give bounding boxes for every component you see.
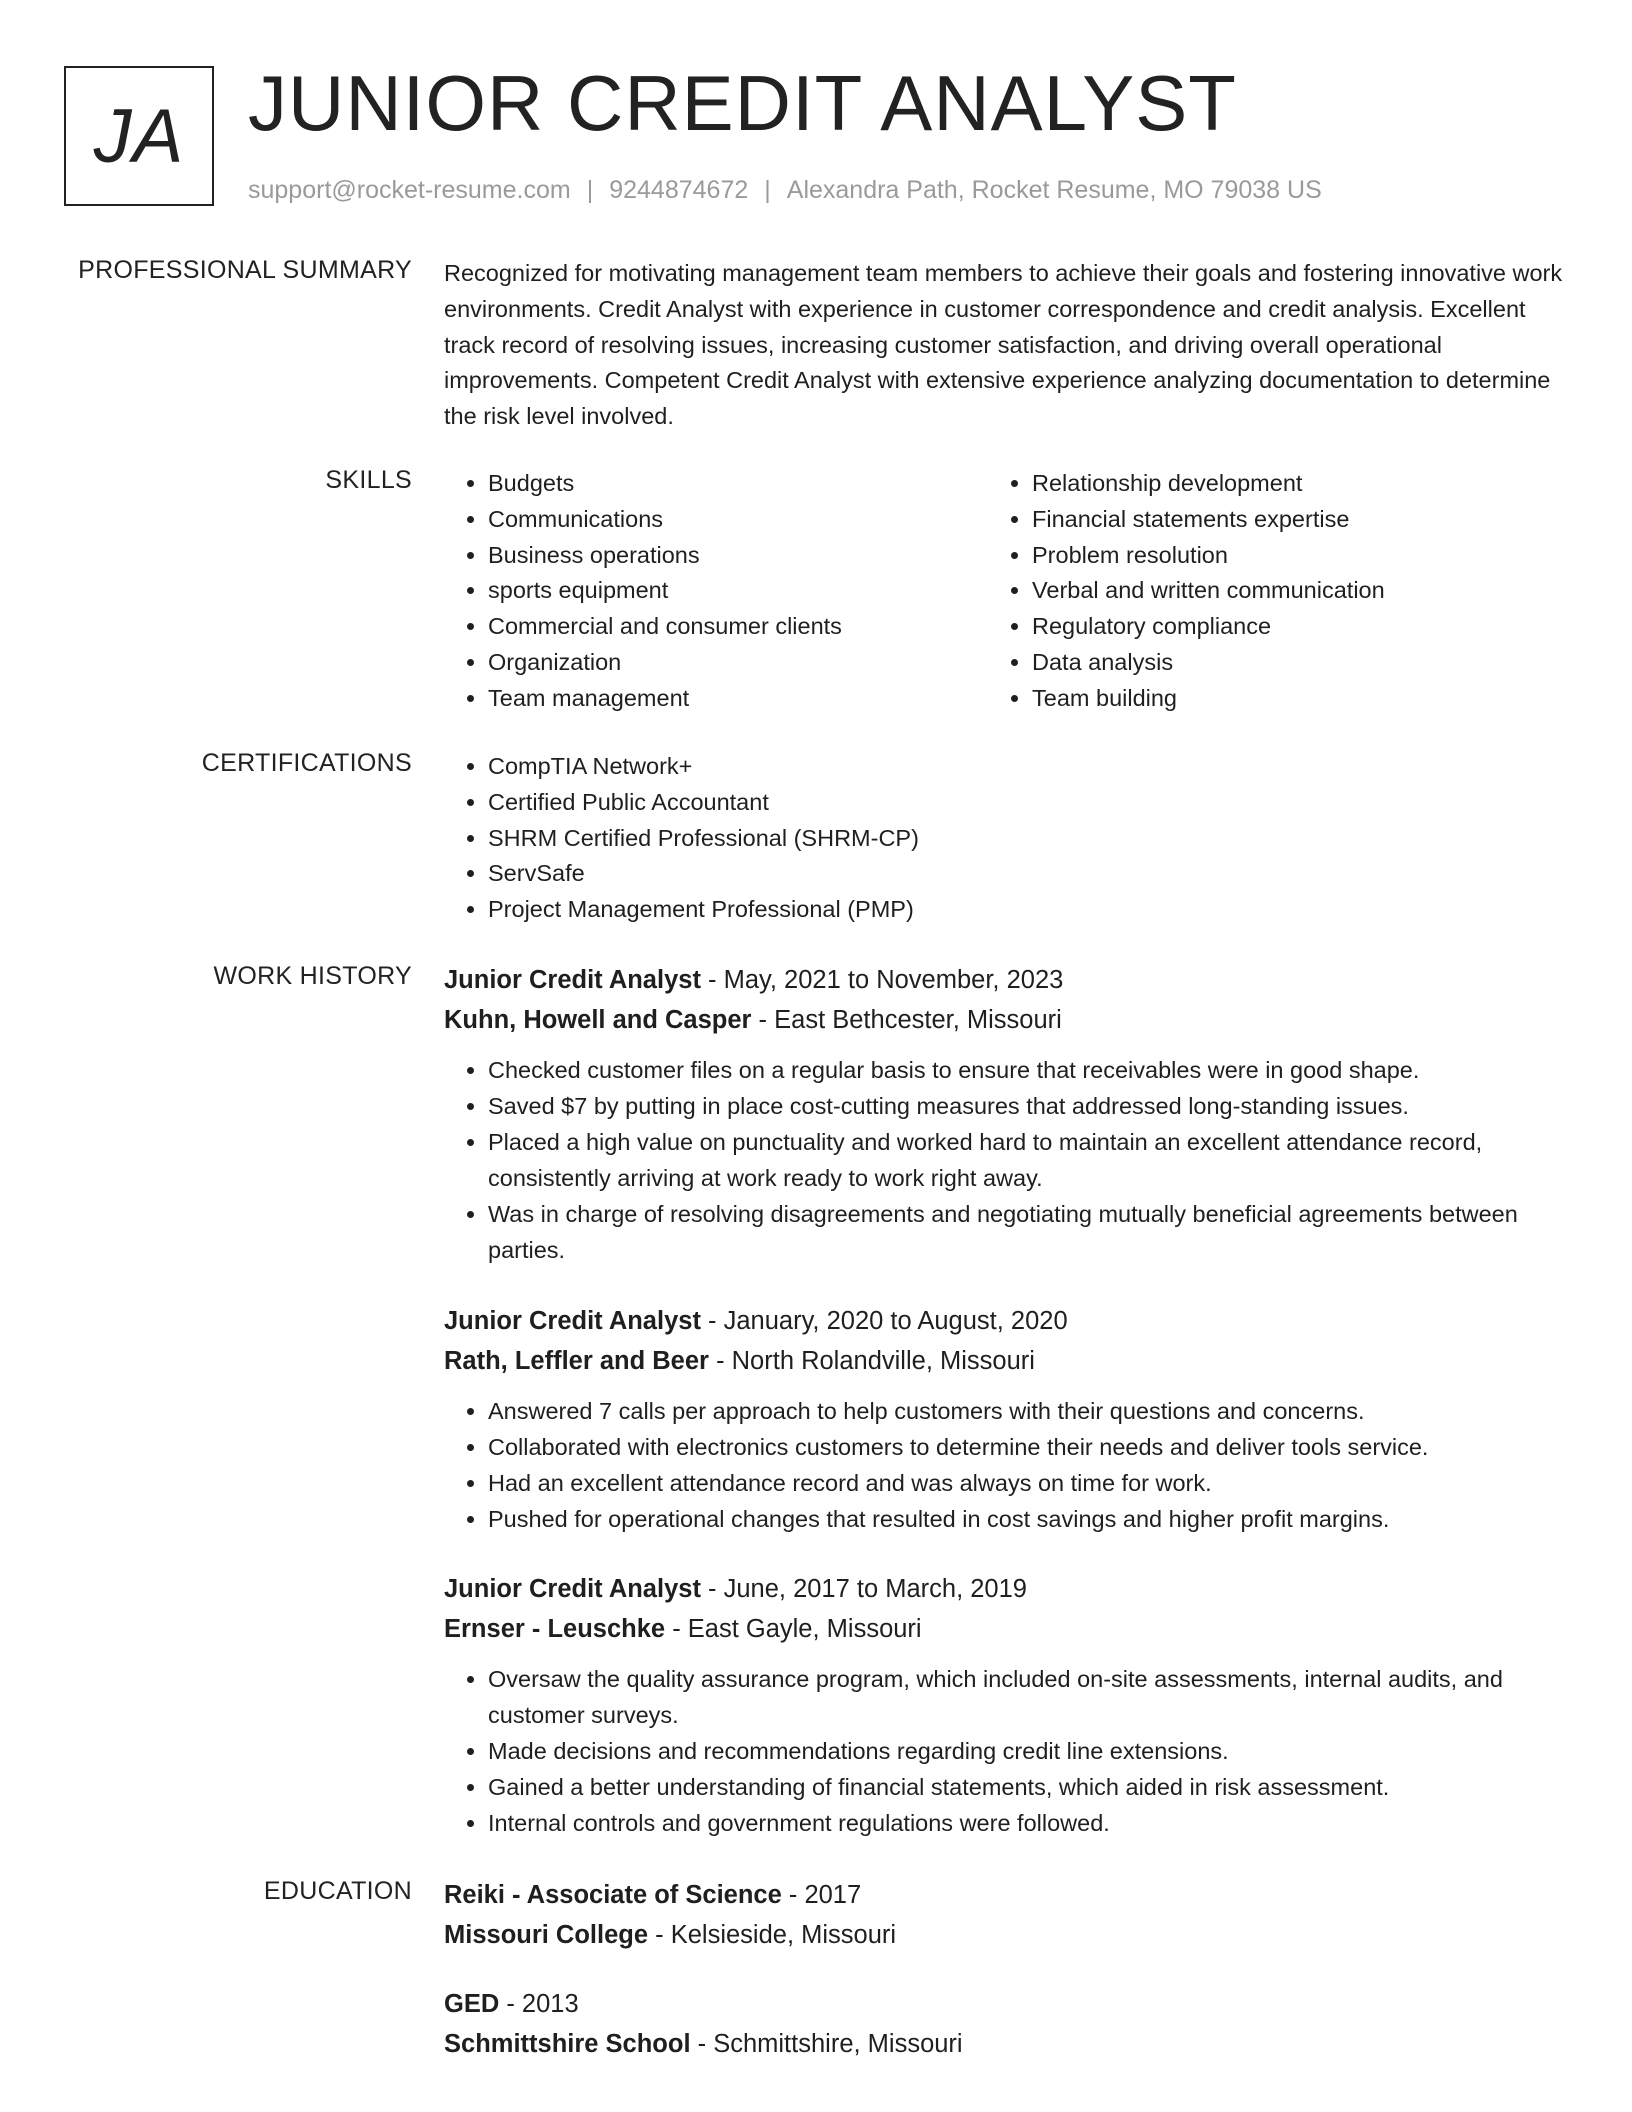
job-bullet: • Gained a better understanding of financial statements, which aided in risk assessment.	[488, 1769, 1574, 1805]
skill-item: • Business operations	[488, 538, 964, 574]
job-entry	[444, 1569, 1574, 1841]
certification-item: • CompTIA Network+	[488, 749, 1144, 785]
job-company: Rath, Leffler and Beer	[444, 1347, 709, 1375]
work-history-heading: WORK HISTORY	[213, 962, 412, 990]
job-title-line	[444, 960, 1574, 1000]
skill-item: • Organization	[488, 645, 964, 681]
skill-item: • Financial statements expertise	[1032, 502, 1508, 538]
skill-item: • sports equipment	[488, 573, 964, 609]
job-bullet: • Checked customer files on a regular basis to ensure that receivables were in good shape.	[488, 1052, 1574, 1088]
job-bullet: • Placed a high value on punctuality and worked hard to maintain an excellent attendance record, consistently arriving at work ready to work right away.	[488, 1124, 1574, 1196]
job-bullet: • Made decisions and recommendations regarding credit line extensions.	[488, 1733, 1574, 1769]
job-bullet: • Was in charge of resolving disagreements and negotiating mutually beneficial agreements between parties.	[488, 1196, 1574, 1268]
contact-line	[248, 174, 1322, 206]
job-bullet: • Answered 7 calls per approach to help customers with their questions and concerns.	[488, 1393, 1574, 1429]
skill-item: • Problem resolution	[1032, 538, 1508, 574]
education-entry	[444, 1984, 1574, 2064]
job-title: Junior Credit Analyst	[444, 1575, 701, 1603]
job-entry	[444, 960, 1574, 1268]
job-company-line	[444, 1609, 1574, 1649]
skills-heading: SKILLS	[325, 466, 412, 494]
contact-separator: |	[764, 176, 771, 204]
education-entry	[444, 1875, 1574, 1955]
certification-item: • Certified Public Accountant	[488, 785, 1144, 821]
certification-item: • SHRM Certified Professional (SHRM-CP)	[488, 821, 1144, 857]
job-title-line	[444, 1569, 1574, 1609]
job-company-line	[444, 1341, 1574, 1381]
education-year: - 2013	[499, 1990, 579, 2018]
resume-title: JUNIOR CREDIT ANALYST	[248, 59, 1237, 147]
monogram	[64, 66, 214, 206]
education-location: - Kelsieside, Missouri	[648, 1921, 897, 1949]
job-title: Junior Credit Analyst	[444, 966, 701, 994]
job-location: - East Bethcester, Missouri	[751, 1006, 1062, 1034]
job-dates: - June, 2017 to March, 2019	[700, 1575, 1027, 1603]
contact-phone: 9244874672	[609, 176, 749, 204]
contact-email: support@rocket-resume.com	[248, 176, 571, 204]
contact-separator: |	[586, 176, 594, 204]
education-year: - 2017	[781, 1881, 862, 1909]
job-title-line	[444, 1301, 1574, 1341]
job-dates: - January, 2020 to August, 2020	[700, 1307, 1068, 1335]
skill-item: • Data analysis	[1032, 645, 1508, 681]
skill-item: • Team management	[488, 681, 964, 717]
education-heading: EDUCATION	[263, 1877, 412, 1905]
skills-list-right	[988, 466, 1508, 717]
skill-item: • Commercial and consumer clients	[488, 609, 964, 645]
monogram-initials: JA	[93, 93, 185, 179]
job-title: Junior Credit Analyst	[444, 1307, 701, 1335]
skill-item: • Regulatory compliance	[1032, 609, 1508, 645]
job-bullet: • Had an excellent attendance record and was always on time for work.	[488, 1465, 1574, 1501]
skill-item: • Team building	[1032, 681, 1508, 717]
education-location: - Schmittshire, Missouri	[690, 2030, 963, 2058]
job-location: - East Gayle, Missouri	[665, 1615, 922, 1643]
education-degree-line	[444, 1984, 1574, 2024]
job-company: Kuhn, Howell and Casper	[444, 1006, 752, 1034]
job-bullet: • Internal controls and government regulations were followed.	[488, 1805, 1574, 1841]
skill-item: • Budgets	[488, 466, 964, 502]
skill-item: • Verbal and written communication	[1032, 573, 1508, 609]
job-company: Ernser - Leuschke	[444, 1615, 666, 1643]
certification-item: • ServSafe	[488, 856, 1144, 892]
skill-item: • Communications	[488, 502, 964, 538]
job-bullet: • Collaborated with electronics customers to determine their needs and deliver tools service.	[488, 1429, 1574, 1465]
job-bullet: • Pushed for operational changes that resulted in cost savings and higher profit margins.	[488, 1501, 1574, 1537]
education-degree: Reiki - Associate of Science	[444, 1881, 782, 1909]
skills-list-left	[444, 466, 964, 717]
job-company-line	[444, 1000, 1574, 1040]
contact-address: Alexandra Path, Rocket Resume, MO 79038 US	[786, 176, 1322, 204]
summary-heading: PROFESSIONAL SUMMARY	[78, 256, 412, 284]
education-degree-line	[444, 1875, 1574, 1915]
job-entry	[444, 1301, 1574, 1537]
job-location: - North Rolandville, Missouri	[708, 1347, 1035, 1375]
certifications-list	[444, 749, 1144, 928]
job-bullet: • Oversaw the quality assurance program, which included on-site assessments, internal audits, and customer surveys.	[488, 1661, 1574, 1733]
job-dates: - May, 2021 to November, 2023	[700, 966, 1064, 994]
education-school: Missouri College	[444, 1921, 649, 1949]
education-school: Schmittshire School	[444, 2030, 691, 2058]
education-school-line	[444, 1915, 1574, 1955]
education-school-line	[444, 2024, 1574, 2064]
certifications-heading: CERTIFICATIONS	[201, 749, 412, 777]
skill-item: • Relationship development	[1032, 466, 1508, 502]
summary-text: Recognized for motivating management team members to achieve their goals and fostering innovative work environments. Credit Analyst with experience in customer correspondence and credit analysis. Excellent track record of resolving issues, increasing customer satisfaction, and driving overall operational improvements. Competent Credit Analyst with extensive experience analyzing documentation to determine the risk level involved.	[444, 260, 1563, 430]
education-degree: GED	[444, 1990, 500, 2018]
certification-item: • Project Management Professional (PMP)	[488, 892, 1144, 928]
job-bullet: • Saved $7 by putting in place cost-cutting measures that addressed long-standing issues.	[488, 1088, 1574, 1124]
